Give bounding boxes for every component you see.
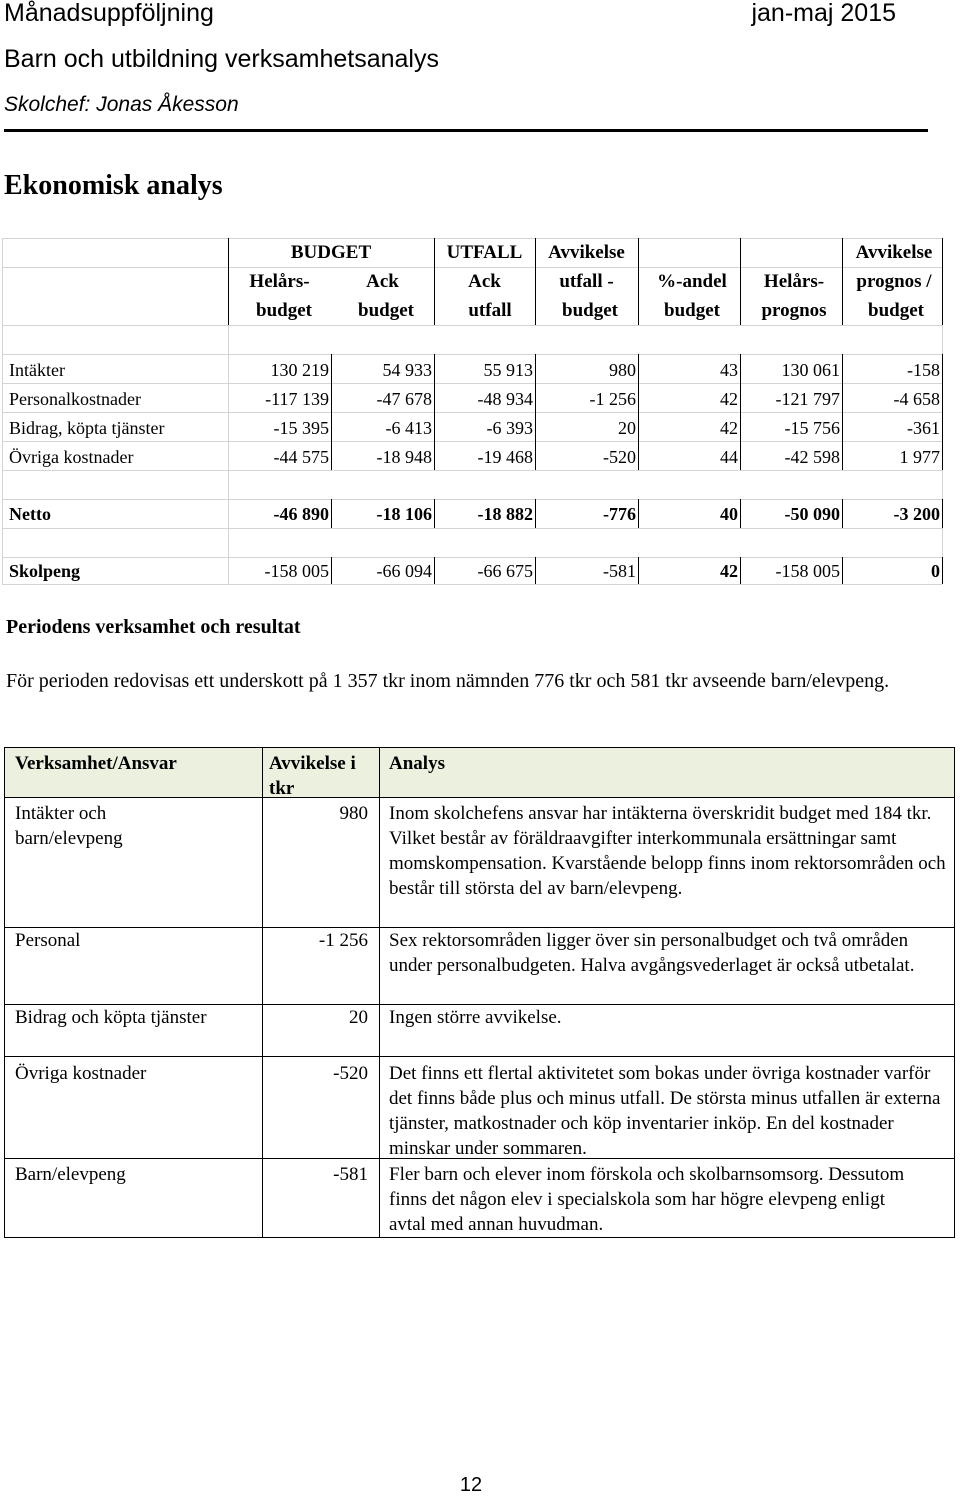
analysis-row-deviation: -581 [333,1164,368,1185]
analysis-row-text: Ingen större avvikelse. [389,1007,562,1028]
cell-intakter-avvprognos: -158 [907,360,940,380]
analysis-row-text: Det finns ett flertal aktivitetet som bokas under övriga kostnader varför det finns både plus och minus utfall. De största minus utfallen är externa tjänster, matkostnader och köp inventarier inköp. En del kostnader minskar under sommaren. [389,1063,941,1159]
cell-netto-ackbudget: -18 106 [376,504,432,524]
period-text: För perioden redovisas ett underskott på 1 357 tkr inom nämnden 776 tkr och 581 tkr avseende barn/elevpeng. [6,670,890,692]
analysis-row-deviation: 980 [339,803,368,824]
col-header-prognos-1: Helårs- [763,271,825,292]
row-label-intakter: Intäkter [9,360,65,380]
cell-netto-avvikelse: -776 [603,504,636,524]
cell-netto-andel: 40 [720,504,738,524]
school-chief: Skolchef: Jonas Åkesson [4,93,239,116]
col-header-helarsbudget-1: Helårs- [249,271,310,292]
cell-intakter-prognos: 130 061 [781,360,840,380]
col-header-avvprognos-1: prognos / [856,271,932,292]
col-header-andel-2: budget [664,300,720,321]
cell-ovriga-ackbudget: -18 948 [376,447,432,467]
economic-table [2,238,944,584]
analysis-row-deviation: 20 [349,1007,368,1028]
analysis-row-text: Inom skolchefens ansvar har intäkterna överskridit budget med 184 tkr. Vilket består av föräldraavgifter interkommunala ersättningar samt momskompensation. Kvarstående belopp finns inom rektorsområden och består till största del av barn/elevpeng. [389,803,946,899]
col-header-helarsbudget-2: budget [256,300,312,321]
cell-skolpeng-avvikelse: -581 [603,561,636,581]
cell-intakter-avvikelse: 980 [609,360,636,380]
cell-intakter-helarsbudget: 130 219 [270,360,329,380]
cell-skolpeng-andel: 42 [720,561,738,581]
cell-intakter-andel: 43 [720,360,738,380]
document-title: Månadsuppföljning [4,0,214,27]
row-label-skolpeng: Skolpeng [9,561,81,581]
row-label-bidrag: Bidrag, köpta tjänster [9,418,165,438]
col-header-ackbudget-2: budget [358,300,414,321]
cell-personal-avvikelse: -1 256 [589,389,636,409]
cell-personal-ackbudget: -47 678 [376,389,432,409]
cell-personal-ackutfall: -48 934 [477,389,533,409]
analysis-header-analysis: Analys [389,753,445,774]
header-rule [4,129,928,132]
document-period: jan-maj 2015 [751,0,896,27]
cell-skolpeng-avvprognos: 0 [931,561,940,581]
cell-personal-avvprognos: -4 658 [893,389,940,409]
cell-ovriga-prognos: -42 598 [784,447,840,467]
col-header-avvprognos-2: budget [868,300,924,321]
page-number: 12 [459,1474,483,1496]
col-header-prognos-2: prognos [761,300,827,321]
col-header-utfall-2: utfall [468,300,512,321]
cell-bidrag-ackbudget: -6 413 [385,418,432,438]
cell-netto-ackutfall: -18 882 [477,504,533,524]
period-title: Periodens verksamhet och resultat [6,616,301,638]
col-header-andel-1: %-andel [657,271,727,292]
analysis-header-deviation: Avvikelse i tkr [269,753,356,799]
cell-ovriga-helarsbudget: -44 575 [273,447,329,467]
analysis-row-area: Barn/elevpeng [15,1164,126,1185]
cell-bidrag-prognos: -15 756 [784,418,840,438]
analysis-row-area: Övriga kostnader [15,1063,147,1084]
analysis-table [4,747,955,1238]
cell-skolpeng-ackutfall: -66 675 [477,561,533,581]
col-header-avvikelse-2: budget [562,300,618,321]
analysis-row-text: Fler barn och elever inom förskola och skolbarnsomsorg. Dessutom finns det någon elev i specialskola som har högre elevpeng enligt avtal med annan huvudman. [389,1164,905,1235]
col-header-utfall-0: UTFALL [446,242,523,263]
cell-personal-prognos: -121 797 [775,389,840,409]
cell-netto-avvprognos: -3 200 [893,504,940,524]
cell-ovriga-avvprognos: 1 977 [899,447,940,467]
col-header-avvikelse-0: Avvikelse [548,242,625,263]
cell-ovriga-andel: 44 [720,447,738,467]
cell-intakter-ackbudget: 54 933 [382,360,432,380]
analysis-row-deviation: -1 256 [318,930,368,951]
cell-ovriga-avvikelse: -520 [603,447,636,467]
cell-netto-prognos: -50 090 [784,504,840,524]
row-label-netto: Netto [9,504,51,524]
cell-skolpeng-ackbudget: -66 094 [376,561,432,581]
cell-intakter-ackutfall: 55 913 [483,360,533,380]
col-header-ackbudget-1: Ack [366,271,399,292]
cell-bidrag-ackutfall: -6 393 [486,418,533,438]
cell-netto-helarsbudget: -46 890 [273,504,329,524]
group-header-budget: BUDGET [290,242,372,263]
section-title: Ekonomisk analys [4,170,223,201]
analysis-row-deviation: -520 [333,1063,368,1084]
analysis-row-area: Personal [15,930,81,951]
cell-bidrag-avvikelse: 20 [618,418,636,438]
row-label-ovriga: Övriga kostnader [9,447,134,467]
col-header-avvikelse-1: utfall - [559,271,614,292]
row-label-personalkostnader: Personalkostnader [9,389,141,409]
cell-ovriga-ackutfall: -19 468 [477,447,533,467]
analysis-row-area: Bidrag och köpta tjänster [15,1007,207,1028]
cell-skolpeng-helarsbudget: -158 005 [264,561,329,581]
cell-personal-andel: 42 [720,389,738,409]
analysis-header-area: Verksamhet/Ansvar [15,753,177,774]
cell-bidrag-andel: 42 [720,418,738,438]
cell-skolpeng-prognos: -158 005 [775,561,840,581]
document-subtitle: Barn och utbildning verksamhetsanalys [4,45,439,73]
cell-bidrag-helarsbudget: -15 395 [273,418,329,438]
col-header-utfall-1: Ack [468,271,501,292]
analysis-row-text: Sex rektorsområden ligger över sin personalbudget och två områden under personalbudgeten. Halva avgångsvederlaget är också utbetalat. [389,930,915,976]
cell-bidrag-avvprognos: -361 [907,418,940,438]
analysis-row-area: Intäkter och barn/elevpeng [15,803,123,849]
cell-personal-helarsbudget: -117 139 [265,389,329,409]
col-header-avvprognos-0: Avvikelse [855,242,933,263]
